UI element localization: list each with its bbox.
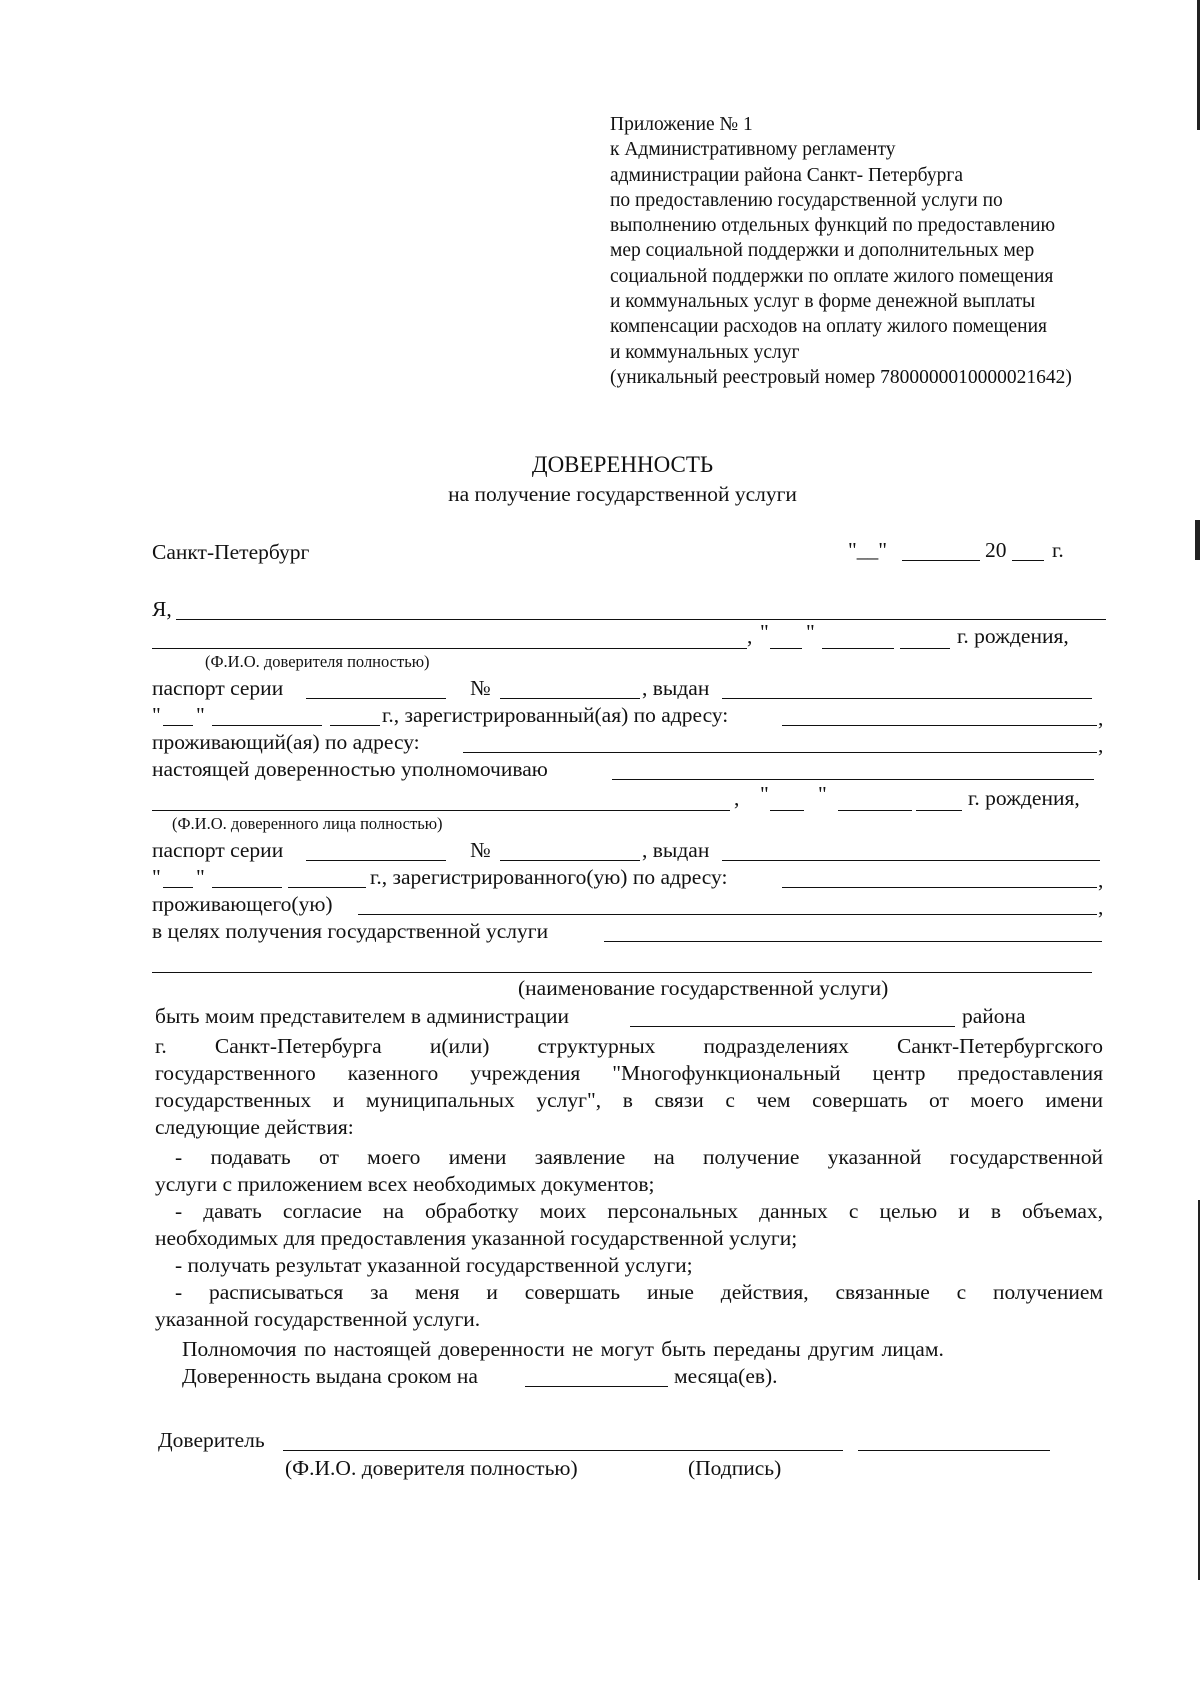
authorize-label: настоящей доверенностью уполномочиваю [152,757,548,781]
scan-edge-mark [1195,520,1200,560]
residing-label: проживающий(ая) по адресу: [152,730,420,754]
birth-day-field[interactable] [770,648,802,649]
date-quote: "__" [848,538,888,562]
appendix-line: компенсации расходов на оплату жилого помещения [610,316,1047,338]
agent-passport-series-field[interactable] [306,860,446,861]
residing-address-field[interactable] [463,752,1097,753]
service-caption: (наименование государственной услуги) [518,976,889,1000]
agent-birth-year-field[interactable] [916,810,962,811]
appendix-line: (уникальный реестровый номер 7800000010000021642) [610,366,1072,388]
signature-sign-caption: (Подпись) [688,1456,782,1480]
signature-field[interactable] [858,1450,1050,1451]
action-item: - получать результат указанной государственной услуги; [175,1253,693,1277]
agent-birth-month-field[interactable] [838,810,912,811]
action-item: - давать согласие на обработку моих персональных данных с целью и в объемах, [175,1199,1103,1223]
body-line: г. Санкт-Петербурга и(или) структурных подразделениях Санкт-Петербургского [155,1034,1103,1058]
body-line: государственного казенного учреждения "Многофункциональный центр предоставления [155,1061,1103,1085]
date-year-field[interactable] [1012,560,1044,561]
principal-full-name-field[interactable] [283,1450,843,1451]
service-name-field-2[interactable] [152,972,1092,973]
agent-name-field-2[interactable] [152,810,730,811]
issue-month-field[interactable] [212,725,322,726]
birth-label: г. рождения, [957,624,1069,648]
action-item: - подавать от моего имени заявление на получение указанной государственной [175,1145,1103,1169]
appendix-line: Приложение № 1 [610,114,753,135]
appendix-line: выполнению отдельных функций по предоставлению [610,215,1056,237]
agent-birth-day-field[interactable] [770,810,804,811]
appendix-line: и коммунальных услуг [610,341,800,363]
term-suffix: месяца(ев). [674,1364,778,1388]
date-year-prefix: 20 [985,538,1007,562]
representative-prefix: быть моим представителем в администрации [155,1004,569,1028]
powers-note: Полномочия по настоящей доверенности не могут быть переданы другим лицам. [182,1337,944,1361]
principal-name-field[interactable] [176,619,1106,620]
city-label: Санкт-Петербург [152,540,310,564]
birth-month-field[interactable] [822,648,894,649]
birth-year-field[interactable] [900,648,950,649]
action-item-cont: необходимых для предоставления указанной государственной услуги; [155,1226,798,1250]
signature-name-caption: (Ф.И.О. доверителя полностью) [285,1456,578,1480]
issue-year-field[interactable] [330,725,380,726]
date-year-suffix: г. [1052,538,1064,562]
term-prefix: Доверенность выдана сроком на [182,1364,478,1388]
agent-registered-label: г., зарегистрированного(ую) по адресу: [370,865,728,889]
agent-registered-address-field[interactable] [782,887,1097,888]
agent-passport-series-label: паспорт серии [152,838,284,862]
appendix-line: и коммунальных услуг в форме денежной выплаты [610,291,1036,313]
ya-label: Я, [152,597,172,621]
action-item-cont: услуги с приложением всех необходимых документов; [155,1172,655,1196]
principal-signature-label: Доверитель [158,1428,265,1452]
appendix-line: администрации района Санкт- Петербурга [610,164,963,186]
passport-series-field[interactable] [306,698,446,699]
appendix-line: мер социальной поддержки и дополнительных мер [610,240,1035,262]
agent-issue-month-field[interactable] [212,887,282,888]
date-month-field[interactable] [902,560,980,561]
principal-caption: (Ф.И.О. доверителя полностью) [205,652,430,671]
appendix-line: к Административному регламенту [610,139,896,161]
appendix-block [610,112,1072,390]
number-sign: № [470,676,491,700]
agent-issue-year-field[interactable] [288,887,366,888]
document-title: ДОВЕРЕННОСТЬ [531,452,714,477]
agent-number-sign: № [470,838,491,862]
body-line: государственных и муниципальных услуг", в связи с чем совершать от моего имени [155,1088,1103,1112]
district-field[interactable] [630,1026,955,1027]
agent-issued-label: , выдан [642,838,710,862]
registered-label: г., зарегистрированный(ая) по адресу: [382,703,729,727]
issue-day-field[interactable] [163,725,193,726]
appendix-line: по предоставлению государственной услуги по [610,189,1003,211]
issued-label: , выдан [642,676,710,700]
registered-address-field[interactable] [782,725,1097,726]
passport-issuer-field[interactable] [722,698,1092,699]
birth-quote-open: " [760,620,769,644]
action-item: - расписываться за меня и совершать иные действия, связанные с получением [175,1280,1103,1304]
service-name-field[interactable] [604,941,1102,942]
agent-caption: (Ф.И.О. доверенного лица полностью) [172,814,443,833]
passport-number-field[interactable] [500,698,640,699]
representative-suffix: района [962,1004,1026,1028]
term-months-field[interactable] [525,1386,668,1387]
purpose-label: в целях получения государственной услуги [152,919,549,943]
agent-birth-label: г. рождения, [968,786,1080,810]
appendix-line: социальной поддержки по оплате жилого помещения [610,265,1054,287]
agent-passport-issuer-field[interactable] [722,860,1100,861]
birth-quote-close: " [806,620,815,644]
agent-name-field[interactable] [612,779,1094,780]
action-item-cont: указанной государственной услуги. [155,1307,481,1331]
agent-residing-label: проживающего(ую) [152,892,333,916]
principal-name-field-2[interactable] [152,648,747,649]
agent-residing-address-field[interactable] [358,914,1097,915]
agent-issue-day-field[interactable] [163,887,193,888]
agent-passport-number-field[interactable] [500,860,640,861]
body-line: следующие действия: [155,1115,354,1139]
passport-series-label: паспорт серии [152,676,284,700]
document-subtitle: на получение государственной услуги [448,482,797,506]
